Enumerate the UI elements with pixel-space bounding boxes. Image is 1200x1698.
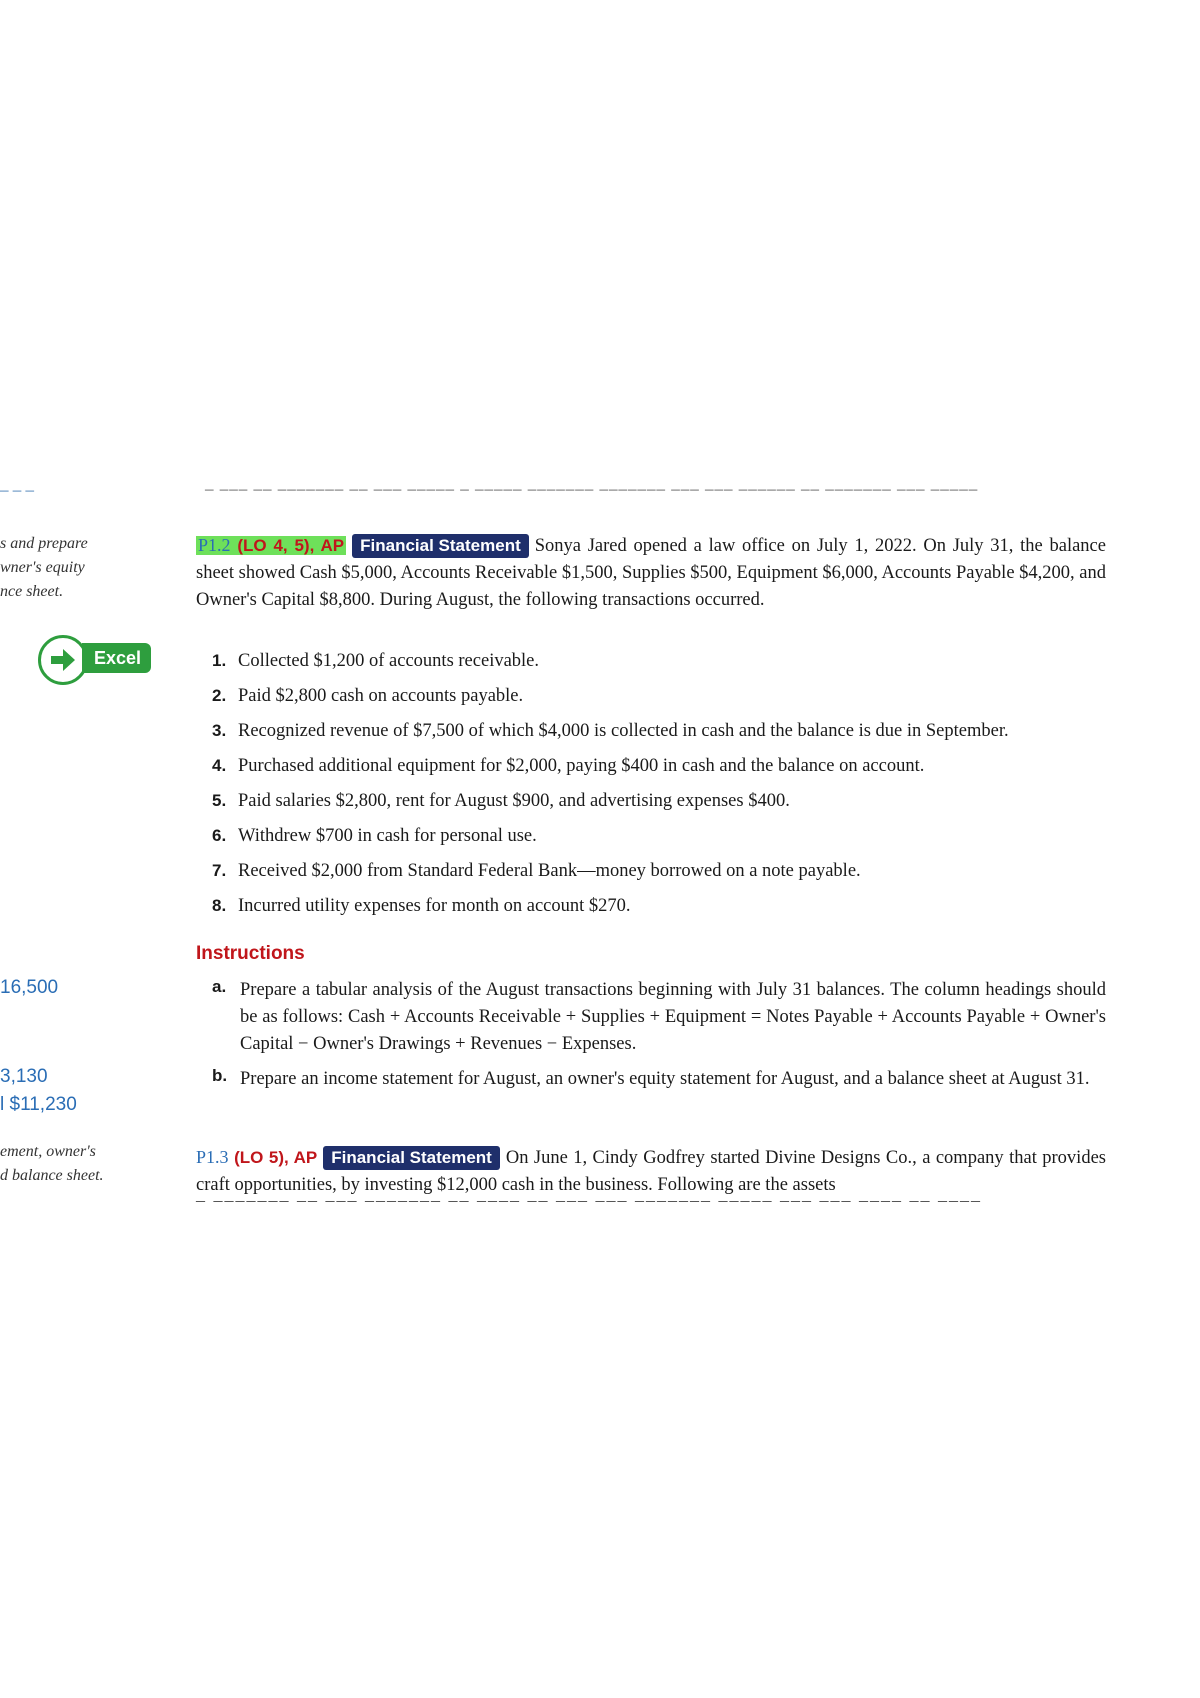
problem-p12-intro bbox=[196, 532, 1106, 614]
list-item bbox=[212, 860, 1112, 895]
financial-statement-badge: Financial Statement bbox=[323, 1146, 500, 1170]
learning-objectives: (LO 4, 5), AP bbox=[237, 536, 345, 555]
margin-note-p12 bbox=[0, 532, 88, 604]
list-item bbox=[212, 755, 1112, 790]
problem-text: Sonya Jared opened a law office on July 1, 2022. On July 31, the balance sheet showed Cash $5,000, Accounts Receivable $1,500, Supplies $500, Equipment $6,000, Accounts Payable $4,200, and Owner's Capital $8,800. During August, the following transactions occurred. bbox=[196, 536, 1106, 610]
item-number: 2. bbox=[212, 686, 227, 705]
margin-note-line: wner's equity bbox=[0, 559, 85, 576]
list-item bbox=[212, 650, 1112, 685]
instruction-a bbox=[212, 977, 1106, 1058]
learning-objectives: (LO 5), AP bbox=[234, 1148, 318, 1167]
financial-statement-badge: Financial Statement bbox=[352, 534, 529, 558]
list-item bbox=[212, 895, 1112, 930]
list-item bbox=[212, 790, 1112, 825]
cropped-margin-top: ‒ ‒ ‒ bbox=[0, 480, 34, 499]
problem-number bbox=[196, 1148, 317, 1167]
item-text: Incurred utility expenses for month on account $270. bbox=[238, 896, 631, 916]
excel-badge[interactable] bbox=[38, 635, 154, 685]
problem-code: P1.3 bbox=[196, 1147, 229, 1167]
item-text: Withdrew $700 in cash for personal use. bbox=[238, 826, 537, 846]
instructions-heading: Instructions bbox=[196, 943, 305, 964]
margin-note-line: d balance sheet. bbox=[0, 1167, 104, 1184]
margin-note-line: s and prepare bbox=[0, 535, 88, 552]
check-figure: 16,500 bbox=[0, 977, 59, 998]
list-item bbox=[212, 685, 1112, 720]
problem-code: P1.2 bbox=[198, 535, 231, 555]
instruction-text: Prepare an income statement for August, an owner's equity statement for August, and a balance sheet at August 31. bbox=[240, 1069, 1090, 1089]
instruction-label: b. bbox=[212, 1066, 228, 1085]
item-number: 8. bbox=[212, 896, 227, 915]
item-number: 5. bbox=[212, 791, 227, 810]
problem-p12 bbox=[196, 532, 1106, 614]
item-text: Purchased additional equipment for $2,000, paying $400 in cash and the balance on account. bbox=[238, 756, 925, 776]
cropped-top-line: ‒ ‒‒‒ ‒‒ ‒‒‒‒‒‒‒ ‒‒ ‒‒‒ ‒‒‒‒‒ ‒ ‒‒‒‒‒ ‒‒‒‒‒‒‒ ‒‒‒‒‒‒‒ ‒‒‒ ‒‒‒ ‒‒‒‒‒‒ ‒‒ ‒‒‒‒‒‒‒ ‒‒‒ ‒‒‒‒‒ bbox=[205, 479, 979, 498]
transaction-list bbox=[212, 650, 1112, 930]
item-number: 4. bbox=[212, 756, 227, 775]
list-item bbox=[212, 825, 1112, 860]
margin-note-line: ement, owner's bbox=[0, 1143, 96, 1160]
item-text: Recognized revenue of $7,500 of which $4,000 is collected in cash and the balance is due in September. bbox=[238, 721, 1009, 741]
item-text: Collected $1,200 of accounts receivable. bbox=[238, 651, 540, 671]
item-number: 3. bbox=[212, 721, 227, 740]
list-item bbox=[212, 720, 1112, 755]
excel-circle bbox=[38, 635, 88, 685]
item-text: Paid $2,800 cash on accounts payable. bbox=[238, 686, 524, 706]
problem-number bbox=[196, 536, 346, 555]
margin-note-line: nce sheet. bbox=[0, 583, 64, 600]
arrow-right-icon bbox=[49, 646, 77, 674]
cropped-bottom-line: ‒ ‒‒‒‒‒‒‒ ‒‒ ‒‒‒ ‒‒‒‒‒‒‒ ‒‒ ‒‒‒‒ ‒‒ ‒‒‒ ‒‒‒ ‒‒‒‒‒‒‒ ‒‒‒‒‒ ‒‒‒ ‒‒‒ ‒‒‒‒ ‒‒ ‒‒‒‒ bbox=[196, 1190, 982, 1210]
item-number: 6. bbox=[212, 826, 227, 845]
check-figure: 3,130 bbox=[0, 1066, 48, 1087]
item-text: Paid salaries $2,800, rent for August $900, and advertising expenses $400. bbox=[238, 791, 790, 811]
item-text: Received $2,000 from Standard Federal Bank—money borrowed on a note payable. bbox=[238, 861, 861, 881]
item-number: 1. bbox=[212, 651, 227, 670]
instruction-b bbox=[212, 1066, 1106, 1093]
check-figure: l $11,230 bbox=[0, 1094, 77, 1115]
excel-label: Excel bbox=[82, 643, 151, 673]
margin-note-p13 bbox=[0, 1140, 104, 1188]
instruction-label: a. bbox=[212, 977, 227, 996]
instruction-text: Prepare a tabular analysis of the August transactions beginning with July 31 balances. The column headings should be as follows: Cash + Accounts Receivable + Supplies + Equipment = Notes Payable + Accounts Payable + Owner's Capital − Owner's Drawings + Revenues − Expenses. bbox=[240, 980, 1106, 1054]
problem-text: On June 1, Cindy Godfrey started Divine Designs Co., a company that provides craft opportunities, by investing $12,000 cash in the business. Following are the assets bbox=[196, 1148, 1106, 1195]
item-number: 7. bbox=[212, 861, 227, 880]
